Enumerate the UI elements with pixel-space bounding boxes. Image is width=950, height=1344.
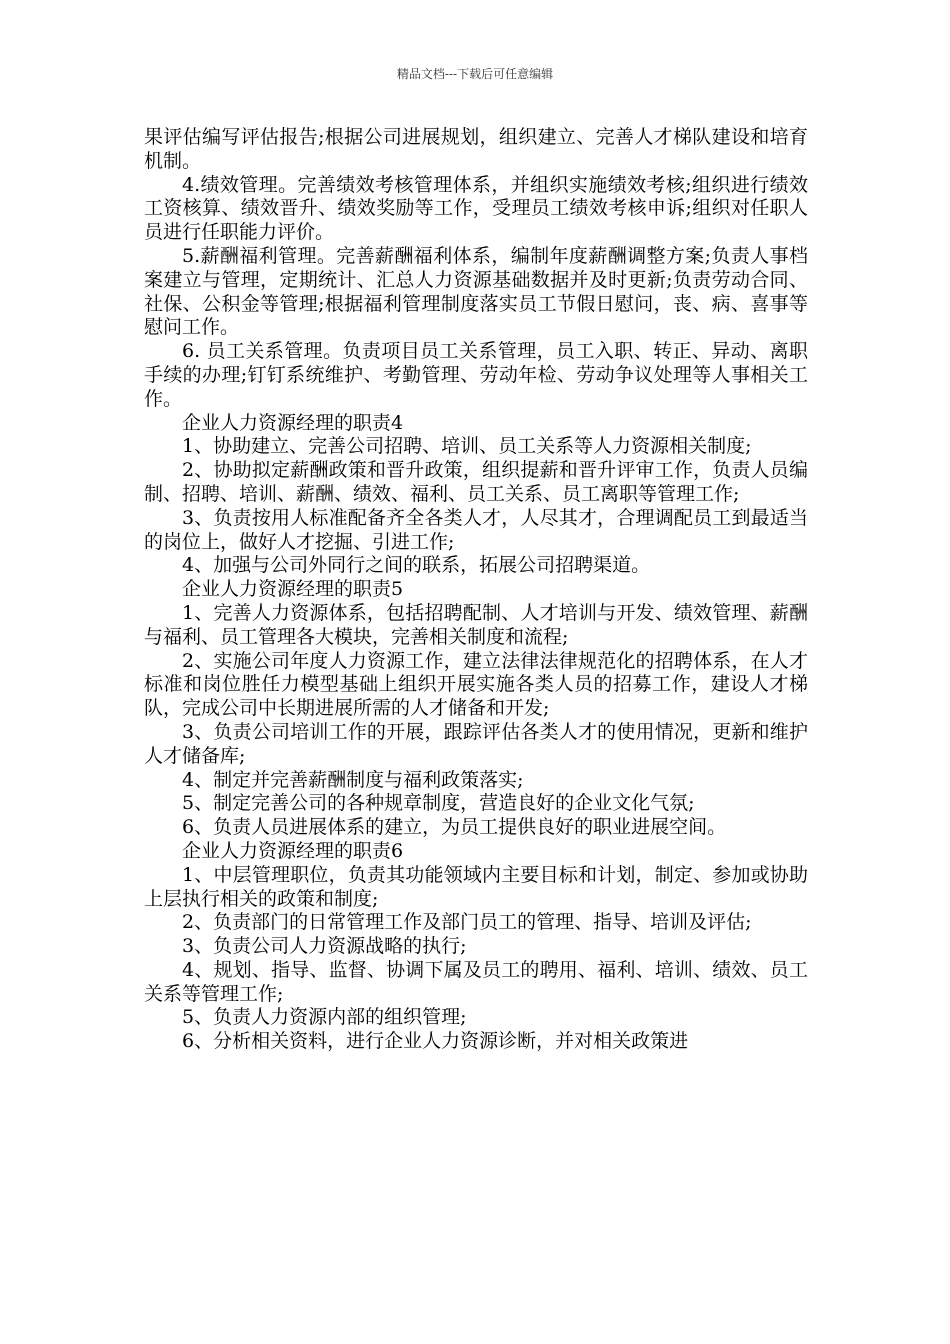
page-header: 精品文档---下载后可任意编辑 bbox=[396, 67, 554, 81]
paragraph: 1、完善人力资源体系，包括招聘配制、人才培训与开发、绩效管理、薪酬与福利、员工管理各大模块，完善相关制度和流程; bbox=[144, 601, 808, 648]
paragraph: 4、制定并完善薪酬制度与福利政策落实; bbox=[182, 768, 524, 791]
paragraph: 4.绩效管理。完善绩效考核管理体系，并组织实施绩效考核;组织进行绩效工资核算、绩效晋升、绩效奖励等工作，受理员工绩效考核申诉;组织对任职人员进行任职能力评价。 bbox=[144, 173, 808, 244]
paragraph: 3、负责按用人标准配备齐全各类人才，人尽其才，合理调配员工到最适当的岗位上，做好人才挖掘、引进工作; bbox=[144, 506, 808, 553]
paragraph: 4、规划、指导、监督、协调下属及员工的聘用、福利、培训、绩效、员工关系等管理工作; bbox=[144, 958, 808, 1005]
paragraph: 5.薪酬福利管理。完善薪酬福利体系，编制年度薪酬调整方案;负责人事档案建立与管理，定期统计、汇总人力资源基础数据并及时更新;负责劳动合同、社保、公积金等管理;根据福利管理制度落实员工节假日慰问，丧、病、喜事等慰问工作。 bbox=[144, 244, 808, 339]
paragraph: 1、中层管理职位，负责其功能领域内主要目标和计划，制定、参加或协助上层执行相关的政策和制度; bbox=[144, 863, 808, 910]
document-body bbox=[144, 126, 808, 1054]
paragraph: 6. 员工关系管理。负责项目员工关系管理，员工入职、转正、异动、离职手续的办理;钉钉系统维护、考勤管理、劳动年检、劳动争议处理等人事相关工作。 bbox=[144, 340, 808, 410]
section-heading: 企业人力资源经理的职责6 bbox=[182, 839, 404, 862]
paragraph: 3、负责公司培训工作的开展，跟踪评估各类人才的使用情况，更新和维护人才储备库; bbox=[144, 720, 808, 767]
paragraph: 2、实施公司年度人力资源工作，建立法律法律规范化的招聘体系，在人才标准和岗位胜任力模型基础上组织开展实施各类人员的招募工作，建设人才梯队，完成公司中长期进展所需的人才储备和开发; bbox=[144, 649, 808, 720]
paragraph: 5、负责人力资源内部的组织管理; bbox=[182, 1006, 467, 1029]
paragraph: 2、协助拟定薪酬政策和晋升政策，组织提薪和晋升评审工作，负责人员编制、招聘、培训、薪酬、绩效、福利、员工关系、员工离职等管理工作; bbox=[144, 459, 808, 505]
paragraph: 3、负责公司人力资源战略的执行; bbox=[182, 935, 467, 958]
paragraph: 5、制定完善公司的各种规章制度，营造良好的企业文化气氛; bbox=[182, 792, 695, 815]
paragraph: 果评估编写评估报告;根据公司进展规划，组织建立、完善人才梯队建设和培育机制。 bbox=[144, 126, 808, 172]
paragraph: 2、负责部门的日常管理工作及部门员工的管理、指导、培训及评估; bbox=[182, 911, 752, 934]
paragraph: 6、分析相关资料，进行企业人力资源诊断，并对相关政策进 bbox=[182, 1030, 689, 1053]
section-heading: 企业人力资源经理的职责5 bbox=[182, 578, 404, 601]
paragraph: 1、协助建立、完善公司招聘、培训、员工关系等人力资源相关制度; bbox=[182, 435, 752, 458]
paragraph: 6、负责人员进展体系的建立，为员工提供良好的职业进展空间。 bbox=[182, 816, 727, 839]
paragraph: 4、加强与公司外同行之间的联系，拓展公司招聘渠道。 bbox=[182, 554, 651, 577]
section-heading: 企业人力资源经理的职责4 bbox=[182, 411, 404, 434]
